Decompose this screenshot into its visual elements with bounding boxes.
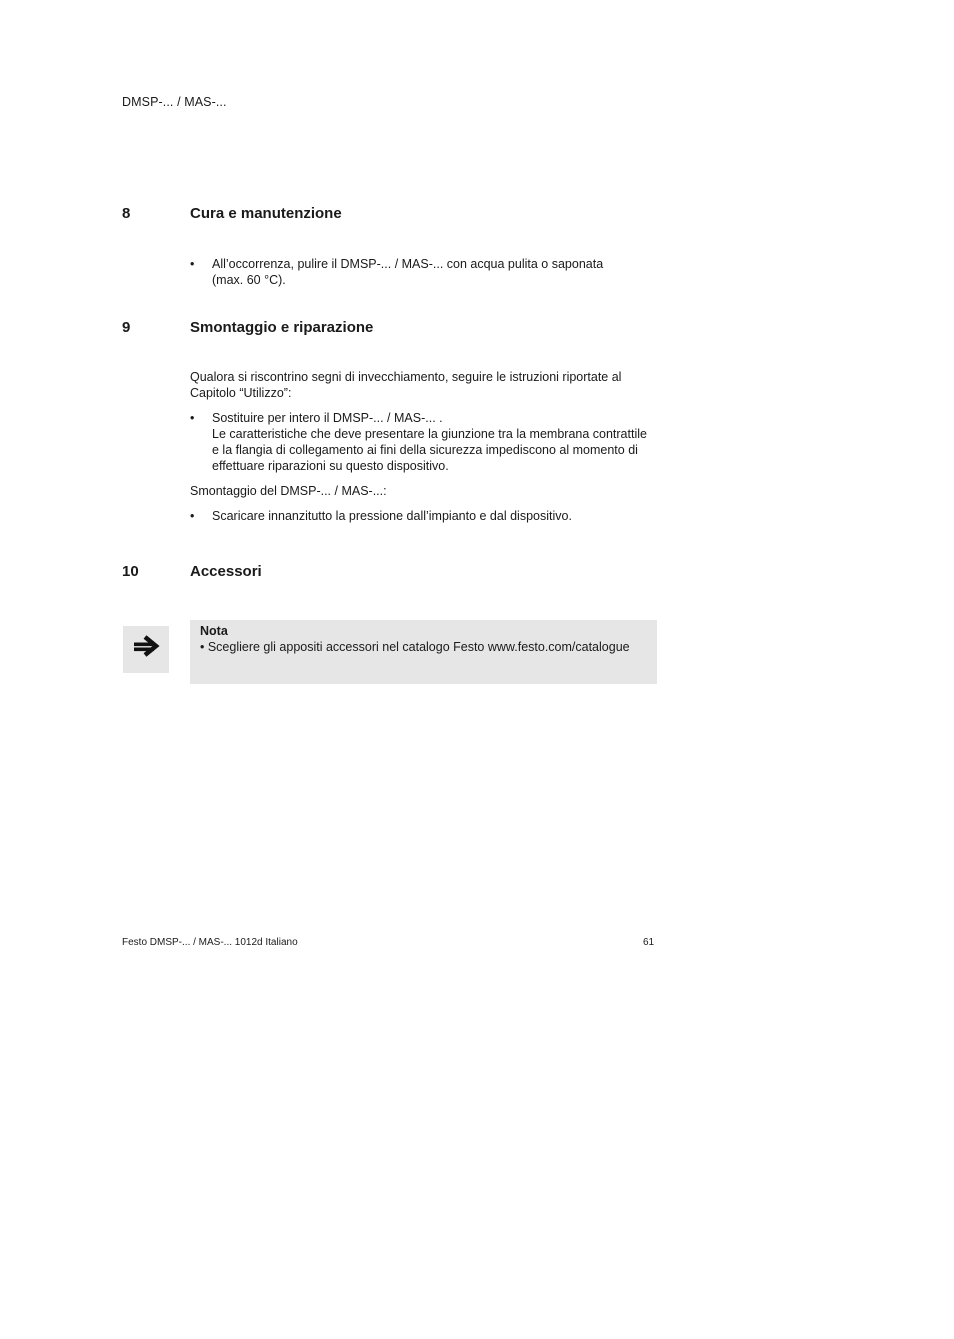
section-8-bullet — [212, 256, 603, 288]
section-9-title: Smontaggio e riparazione — [190, 319, 374, 336]
section-9-number: 9 — [122, 319, 131, 336]
text-line: All’occorrenza, pulire il DMSP-... / MAS-... con acqua pulita o saponata — [212, 257, 604, 271]
bullet-marker: • — [190, 257, 195, 271]
note-icon-box — [123, 626, 169, 673]
bullet-marker: • — [190, 509, 195, 523]
text-line: effettuare riparazioni su questo dispositivo. — [212, 459, 449, 473]
section-10-number: 10 — [122, 563, 139, 580]
text-line: Capitolo “Utilizzo”: — [190, 386, 292, 400]
footer-doc: Festo DMSP-... / MAS-... 1012d Italiano — [122, 937, 298, 948]
section-9-disassembly: Smontaggio del DMSP-... / MAS-...: — [190, 484, 387, 498]
note-text: • Scegliere gli appositi accessori nel catalogo Festo www.festo.com/catalogue — [200, 640, 630, 654]
section-9-intro — [190, 369, 621, 401]
section-9-bullet-replace — [212, 410, 647, 474]
text-line: e la flangia di collegamento ai fini della sicurezza impediscono al momento di — [212, 443, 638, 457]
section-8-title: Cura e manutenzione — [190, 205, 342, 222]
bullet-marker: • — [190, 411, 195, 425]
text-line: Sostituire per intero il DMSP-... / MAS-... . — [212, 411, 443, 425]
text-line: Qualora si riscontrino segni di invecchiamento, seguire le istruzioni riportate al — [190, 370, 622, 384]
page-number: 61 — [643, 937, 655, 948]
running-header: DMSP-... / MAS-... — [122, 95, 227, 109]
section-10-title: Accessori — [190, 563, 262, 580]
section-8-number: 8 — [122, 205, 131, 222]
text-line: Le caratteristiche che deve presentare la giunzione tra la membrana contrattile — [212, 427, 647, 441]
arrow-right-icon — [123, 626, 169, 673]
section-9-bullet-pressure: Scaricare innanzitutto la pressione dall’impianto e dal dispositivo. — [212, 509, 572, 523]
note-label: Nota — [200, 624, 228, 638]
text-line: (max. 60 °C). — [212, 273, 286, 287]
